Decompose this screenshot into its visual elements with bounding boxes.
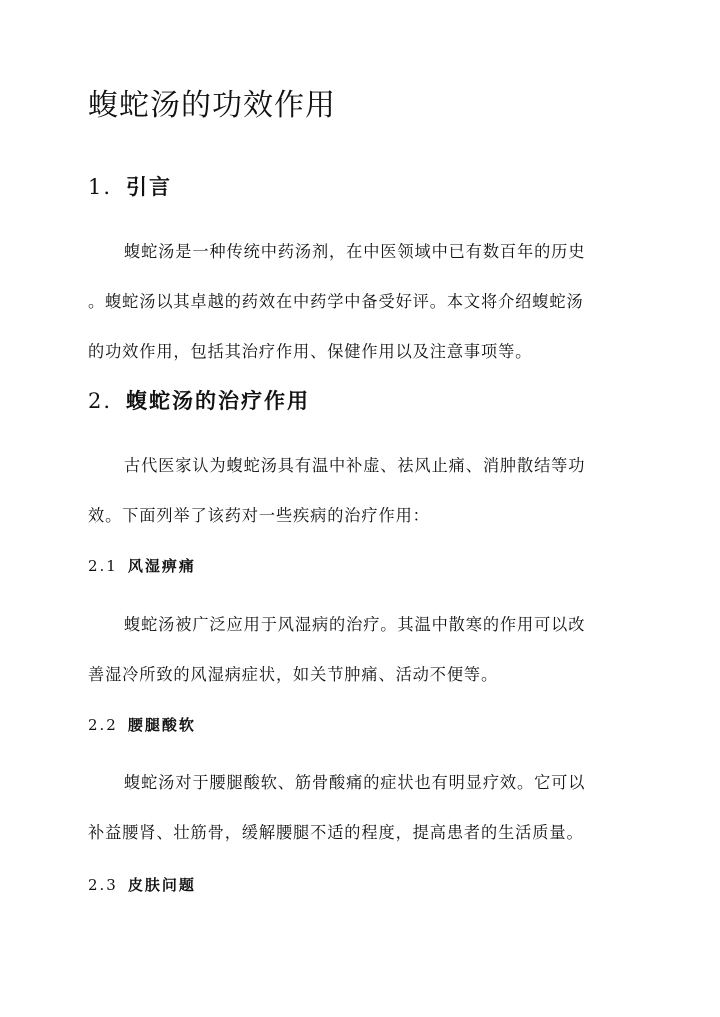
document-title: 蝮蛇汤的功效作用 xyxy=(88,88,336,123)
paragraph-line: 的功效作用，包括其治疗作用、保健作用以及注意事项等。 xyxy=(88,342,533,361)
section-number: 1. xyxy=(88,175,113,199)
section-heading-1 xyxy=(88,172,172,202)
paragraph-line: 补益腰肾、壮筋骨，缓解腰腿不适的程度，提高患者的生活质量。 xyxy=(88,823,584,842)
section-number: 2. xyxy=(88,389,113,413)
subsection-number: 2.1 xyxy=(88,557,118,575)
paragraph-lumbar xyxy=(88,758,633,858)
subsection-number: 2.2 xyxy=(88,716,118,734)
paragraph-line: 蝮蛇汤被广泛应用于风湿病的治疗。其温中散寒的作用可以改 xyxy=(124,615,586,634)
paragraph-line: 效。下面列举了该药对一些疾病的治疗作用： xyxy=(88,506,430,525)
paragraph-line: 善湿冷所致的风湿病症状，如关节肿痛、活动不便等。 xyxy=(88,665,499,684)
subsection-title: 风湿痹痛 xyxy=(127,557,196,575)
paragraph-line: 古代医家认为蝮蛇汤具有温中补虚、祛风止痛、消肿散结等功 xyxy=(124,456,586,475)
subsection-heading-2-1 xyxy=(88,554,196,578)
subsection-number: 2.3 xyxy=(88,876,118,894)
subsection-title: 皮肤问题 xyxy=(127,876,196,894)
subsection-heading-2-2 xyxy=(88,713,196,737)
paragraph-line: 。蝮蛇汤以其卓越的药效在中药学中备受好评。本文将介绍蝮蛇汤 xyxy=(88,292,584,311)
section-title: 引言 xyxy=(126,174,173,199)
paragraph-intro xyxy=(88,227,633,377)
paragraph-line: 蝮蛇汤对于腰腿酸软、筋骨酸痛的症状也有明显疗效。它可以 xyxy=(124,773,586,792)
paragraph-treatment xyxy=(88,441,633,541)
section-title: 蝮蛇汤的治疗作用 xyxy=(126,388,311,413)
subsection-heading-2-3 xyxy=(88,873,196,897)
subsection-title: 腰腿酸软 xyxy=(127,716,196,734)
section-heading-2 xyxy=(88,386,310,416)
paragraph-line: 蝮蛇汤是一种传统中药汤剂，在中医领域中已有数百年的历史 xyxy=(124,242,586,261)
paragraph-rheumatism xyxy=(88,600,633,700)
